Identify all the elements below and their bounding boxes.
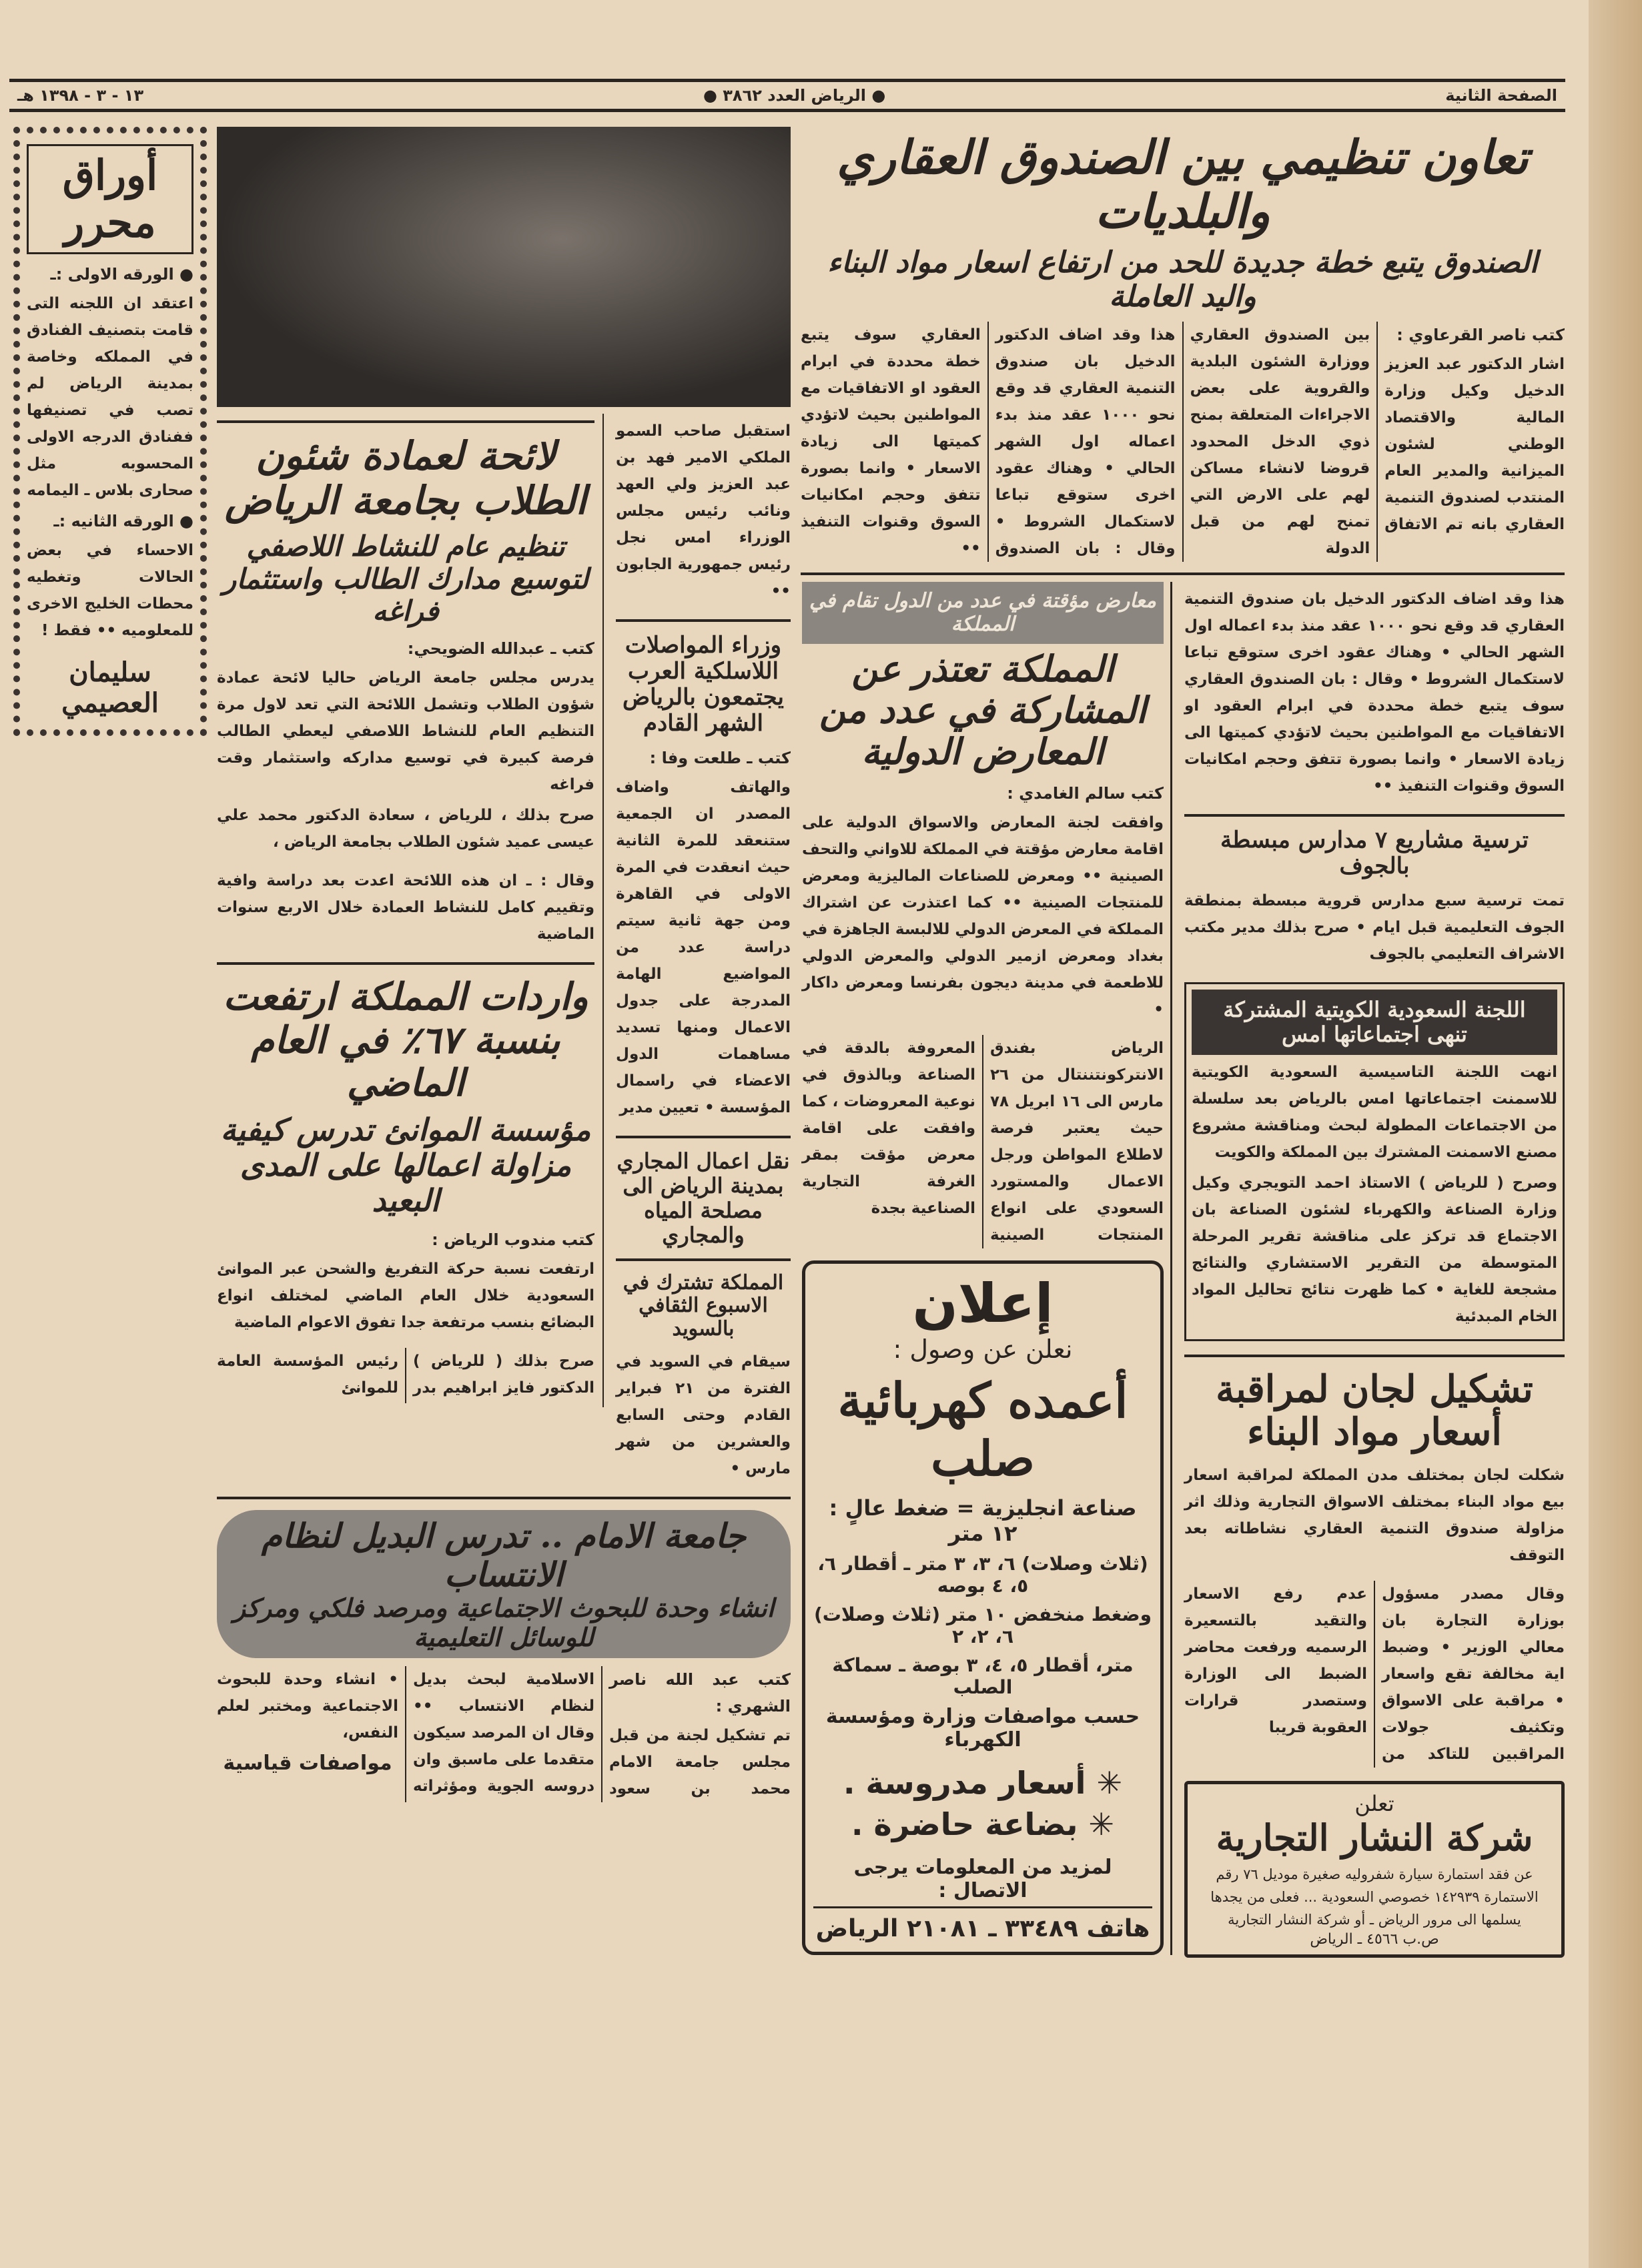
saudi-kuwaiti-text: انهت اللجنة التاسيسية السعودية الكويتية للاسمنت اجتماعاتها امس بالرياض بعد سلسلة من الاجتماعات المطولة لبحث ومناقشة مشروع مصنع الاسمنت المشترك بين المملكة والكويت	[1192, 1063, 1557, 1161]
column-author: سليمان العصيمي	[61, 656, 159, 719]
section-rule	[616, 1258, 791, 1261]
section-rule	[1184, 1355, 1565, 1357]
sweden-article	[616, 1349, 791, 1486]
students-article	[217, 635, 594, 859]
price-committees-article	[1184, 1462, 1565, 1573]
editor-papers-column	[13, 127, 207, 736]
telecom-byline: كتب ـ طلعت وفا :	[649, 749, 791, 768]
ad-announce: نعلن عن وصول :	[893, 1335, 1073, 1365]
students-continued	[217, 867, 594, 952]
main-article-continued	[1184, 586, 1565, 803]
main-paragraph-cont: هذا وقد اضاف الدكتور الدخيل بان صندوق التنمية العقاري قد وقع نحو ١٠٠٠ عقد منذ بدء اعماله اول الشهر الحالي • وهناك عقود اخرى ستوقع تباعا لاستكمال الشروط • وقال : بان الصندوق العقاري سوف يتبع خطة محددة في ابرام العقود او الاتفاقيات مع المواطنين بحيث لاتؤدي كميتها الى زيادة الاسعار • وانما بصورة تتفق وحجم امكانيات السوق وقنوات التنفيذ ••	[1184, 591, 1565, 795]
imports-subheadline: مؤسسة الموانئ تدرس كيفية مزاولة اعمالها على المدى البعيد	[220, 1112, 591, 1219]
exhibitions-text-2: الرياض بفندق الانتركونتننتال من ٢٦ مارس الى ١٦ ابريل ٧٨ حيث يعتبر فرصة لاطلاع المواطن ورجل الاعمال والمستورد السعودي على انواع المنتجات الصينية المعروفة بالدقة في الصناعة وبالذوق في نوعية المعروضات ، كما وافقت على اقامة معرض مؤقت بمقر الغرفة التجارية الصناعية بجدة	[802, 1040, 1164, 1244]
price-committees-text: وقال مصدر مسؤول بوزارة التجارة بان معالي الوزير • وضبط اية مخالفة تقع واسعار • مراقبة على الاسواق وتكثيف جولات المراقبين للتاكد من عدم رفع الاسعار والتقيد بالتسعيرة الرسميه ورفعت محاضر الضبط الى الوزارة وستصدر قرارات العقوبة قريبا	[1184, 1585, 1565, 1763]
imam-byline: كتب عبد الله ناصر الشهري :	[609, 1670, 791, 1716]
telecom-article	[616, 745, 791, 1125]
main-paragraph: هذا وقد اضاف الدكتور الدخيل بان صندوق التنمية العقاري قد وقع نحو ١٠٠٠ عقد منذ بدء اعماله اول الشهر الحالي • وهناك عقود اخرى ستوقع تباعا لاستكمال الشروط • وقال : بان الصندوق العقاري سوف يتبع خطة محددة في ابرام العقود او الاتفاقيات مع المواطنين بحيث لاتؤدي كميتها الى زيادة الاسعار • وانما بصورة تتفق وحجم امكانيات السوق وقنوات التنفيذ ••	[801, 326, 1176, 558]
students-byline: كتب ـ عبدالله الضويحي:	[407, 639, 594, 659]
section-rule	[616, 619, 791, 622]
exhibitions-column	[802, 582, 1172, 1955]
section-rule	[217, 962, 594, 965]
exhibitions-continued	[802, 1035, 1164, 1248]
page-edge	[1589, 0, 1642, 2268]
exhibitions-article	[802, 780, 1164, 1027]
exhibitions-banner: معارض مؤقتة في عدد من الدول تقام في المملكة	[802, 582, 1164, 644]
imam-subheadline: انشاء وحدة للبحوث الاجتماعية ومرصد فلكي ومركز للوسائل التعليمية	[233, 1593, 775, 1652]
ad-line-2: (ثلاث وصلات) ٦، ٣، ٣ متر ـ أقطار ٦، ٥، ٤ بوصه	[817, 1553, 1148, 1597]
students-lead: يدرس مجلس جامعة الرياض حاليا لائحة عمادة شؤون الطلاب وتشمل اللائحة التي تعد لاول مرة التنظيم العام للنشاط اللاصفي ليعطي الطالب فرصة كبيرة في توسيع مداركه واستثمار وقت فراغه	[217, 669, 594, 794]
nashar-title: شركة النشار التجارية	[1216, 1816, 1533, 1859]
imam-text: تم تشكيل لجنة من قبل مجلس جامعة الامام محمد بن سعود الاسلامية لبحث بديل لنظام الانتساب •• وقال ان المرصد سيكون متقدما على ماسبق وان دروسه الجوية ومؤثراته • انشاء وحدة للبحوث الاجتماعية ومختبر لعلم النفس،	[217, 1671, 791, 1798]
column-last-text: الاحساء في بعض الحالات وتغطيه محطات الخليج الاخرى للمعلوميه •• فقط !	[27, 541, 193, 639]
saudi-kuwaiti-headline: اللجنة السعودية الكويتية المشتركة تنهى اجتماعاتها امس	[1192, 990, 1557, 1055]
exhibitions-byline: كتب سالم الغامدي :	[1007, 784, 1164, 803]
main-subheadline: الصندوق يتبع خطة جديدة للحد من ارتفاع اسعار مواد البناء واليد العاملة	[827, 246, 1538, 314]
ad-bullet-prices: ✳ أسعار مدروسة .	[843, 1765, 1123, 1802]
electric-poles-ad	[802, 1260, 1164, 1955]
imam-side-heading: مواصفات قياسية	[223, 1752, 392, 1776]
sweden-headline: المملكة تشترك في الاسبوع الثقافي بالسويد	[623, 1270, 784, 1341]
column-title: أوراق محرر	[27, 144, 193, 254]
section-rule	[1184, 814, 1565, 817]
photo-caption-text: استقبل صاحب السمو الملكي الامير فهد بن عبد العزيز ولي العهد ونائب رئيس مجلس الوزراء امس نجل رئيس جمهورية الجابون ••	[616, 422, 791, 600]
price-committees-lead: شكلت لجان بمختلف مدن المملكة لمراقبة اسعار بيع مواد البناء بمختلف الاسواق التجارية وذلك اثر مزاولة صندوق التنمية العقاري نشاطاته بعد التوقف	[1184, 1466, 1565, 1564]
ad-bullet-stock: ✳ بضاعة حاضرة .	[851, 1806, 1114, 1843]
section-rule	[616, 1136, 791, 1138]
ad-line-5: حسب مواصفات وزارة ومؤسسة الكهرباء	[825, 1705, 1140, 1752]
exhibitions-headline: المملكة تعتذر عن المشاركة في عدد من المعارض الدولية	[819, 647, 1146, 773]
imports-text-2: صرح بذلك ( للرياض ) الدكتور فايز ابراهيم بدر رئيس المؤسسة العامة للموانئ	[217, 1353, 594, 1397]
telecom-text: والهاتف واضاف المصدر ان الجمعية ستنعقد للمرة الثانية حيث انعقدت في المرة الاولى في القاهرة ومن جهة ثانية سيتم دراسة عدد من المواضيع الهامة المدرجة على جدول الاعمال ومنها تسديد مساهمات الدول الاعضاء في راسمال المؤسسة • تعيين مدير	[616, 779, 791, 1117]
ad-line-1: صناعة انجليزية = ضغط عالٍ : ١٢ متر	[829, 1495, 1137, 1547]
sewage-headline: نقل اعمال المجاري بمدينة الرياض الى مصلحة المياه والمجاري	[617, 1148, 790, 1248]
imam-headline: جامعة الامام .. تدرس البديل لنظام الانتساب	[261, 1516, 747, 1594]
ad-top: إعلان	[912, 1272, 1054, 1335]
imam-article	[217, 1666, 791, 1802]
section-rule	[801, 573, 1565, 575]
nashar-ad	[1184, 1781, 1565, 1958]
ad-line-4: متر، أقطار ٥، ٤، ٣ بوصة ـ سماكة الصلب	[832, 1654, 1134, 1699]
issue-date: ١٣ - ٣ - ١٣٩٨ هـ	[17, 86, 144, 105]
caption-column	[616, 414, 791, 1490]
students-source: صرح بذلك ، للرياض ، سعادة الدكتور محمد علي عيسى عميد شئون الطلاب بجامعة الرياض ،	[217, 807, 594, 851]
nashar-text: عن فقد استمارة سيارة شفروليه صغيرة موديل ٧٦ رقم الاستمارة ١٤٢٩٣٩ خصوصي السعودية ... فعلى من يجدها يسلمها الى مرور الرياض ـ أو شركة النشار التجارية	[1210, 1866, 1539, 1928]
ad-contact: لمزيد من المعلومات يرجى الاتصال :	[813, 1856, 1152, 1908]
imports-article	[217, 1226, 594, 1340]
price-committees-headline: تشكيل لجان لمراقبة أسعار مواد البناء	[1216, 1367, 1533, 1455]
nashar-po-box: ص.ب ٤٥٦٦ ـ الرياض	[1310, 1930, 1439, 1948]
section-rule	[217, 1497, 791, 1499]
main-headline: تعاون تنظيمي بين الصندوق العقاري والبلديات	[837, 129, 1529, 239]
left-middle-group	[217, 127, 791, 1806]
issue-number: ● الرياض العدد ٣٨٦٢ ●	[703, 86, 886, 105]
imports-text: ارتفعت نسبة حركة التفريغ والشحن عبر الموانئ السعودية خلال العام الماضي لمختلف انواع البضائع بنسب مرتفعة جدا تفوق الاعوام الماضية	[217, 1260, 594, 1332]
students-subheadline: تنظيم عام للنشاط اللاصفي لتوسيع مدارك الطالب واستثمار فراغه	[223, 530, 588, 627]
saudi-kuwaiti-box	[1184, 982, 1565, 1341]
ad-line-3: وضغط منخفض ١٠ متر (ثلاث وصلات) ٦، ٢، ٢	[813, 1603, 1152, 1648]
sweden-text: سيقام في السويد في الفترة من ٢١ فبراير القادم وحتى السابع والعشرين من شهر مارس •	[616, 1353, 791, 1478]
telecom-headline: وزراء المواصلات اللاسلكية العرب يجتمعون بالرياض الشهر القادم	[623, 632, 784, 737]
right-group	[801, 127, 1565, 1958]
ad-title: أعمده كهربائية صلب	[837, 1372, 1128, 1487]
jouf-headline: ترسية مشاريع ٧ مدارس مبسطة بالجوف	[1220, 827, 1529, 880]
news-photo	[217, 127, 791, 407]
photo-caption	[616, 418, 791, 609]
main-paragraph: اشار الدكتور عبد العزيز الدخيل وكيل وزارة المالية والاقتصاد الوطني لشئون الميزانية والمدير العام المنتدب لصندوق التنمية العقاري بانه تم الاتفاق بين الصندوق العقاري ووزارة الشئون البلدية والقروية على بعض الاجراءات المتعلقة بمنح ذوي الدخل المحدود قروضا لانشاء مساكن لهم على الارض التي تمنح لهم من قبل الدولة	[1190, 326, 1565, 558]
imports-headline: واردات المملكة ارتفعت بنسبة ٦٧٪ في العام الماضي	[223, 975, 588, 1106]
first-paper-text: اعتقد ان اللجنه التى قامت بتصنيف الفنادق في المملكه وخاصة بمدينة الرياض لم تصب في تصنيفها ففنادق الدرجه الاولى المحسوبه مثل صحارى بلاس ـ اليمامه	[27, 294, 193, 499]
page-header	[9, 79, 1565, 112]
price-committees-continued	[1184, 1581, 1565, 1768]
jouf-text: تمت ترسية سبع مدارس قروية مبسطة بمنطقة الجوف التعليمية قبل ايام • صرح بذلك مدير مكتب الاشراف التعليمي بالجوف	[1184, 892, 1565, 964]
page-label: الصفحة الثانية	[1445, 86, 1557, 105]
main-article	[801, 322, 1565, 562]
students-column	[217, 414, 604, 1407]
students-text: وقال : ـ ان هذه اللائحة اعدت بعد دراسة وافية وتقييم كامل للنشاط العمادة خلال الاربع سنوات الماضية	[217, 872, 594, 943]
imports-continued	[217, 1348, 594, 1403]
second-paper-label: ● الورقه الثانيه :ـ	[53, 511, 193, 530]
nashar-top: تعلن	[1354, 1790, 1394, 1816]
jouf-article	[1184, 887, 1565, 972]
ad-phone: هاتف ٣٣٤٨٩ ـ ٢١٠٨١ الرياض	[815, 1915, 1150, 1943]
section-rule	[217, 420, 594, 423]
first-paper-label: ● الورقه الاولى :ـ	[50, 264, 193, 284]
students-headline: لائحة لعمادة شئون الطلاب بجامعة الرياض	[224, 433, 587, 523]
imam-university-headline-box	[217, 1510, 791, 1658]
main-byline: كتب ناصر القرعاوي :	[1396, 326, 1565, 345]
saudi-kuwaiti-text-2: وصرح ( للرياض ) الاستاذ احمد التويجري وكيل وزارة الصناعة والكهرباء لشئون الصناعة بان الاجتماع قد تركز على مناقشة تقرير المرحلة المتوسطة من التقرير الاستشاري والنتائج مشجعة للغاية • كما ظهرت نتائج تحاليل المواد الخام المبدئية	[1192, 1174, 1557, 1325]
imports-byline: كتب مندوب الرياض :	[432, 1230, 594, 1250]
middle-right-column	[1184, 582, 1565, 1958]
exhibitions-text: وافقت لجنة المعارض والاسواق الدولية على اقامة معارض مؤقتة في المملكة للاواني والتحف الصينية •• ومعرض للصناعات الماليزية ومعرض للمنتجات الصينية •• كما اعتذرت عن اشتراك المملكة في المعرض الدولي للالبسة الجاهزة في بغداد ومعرض ازمير الدولي والمعرض الدولي للاطعمة في مدينة ديجون بفرنسا ومعرض داكار •	[802, 814, 1164, 1019]
